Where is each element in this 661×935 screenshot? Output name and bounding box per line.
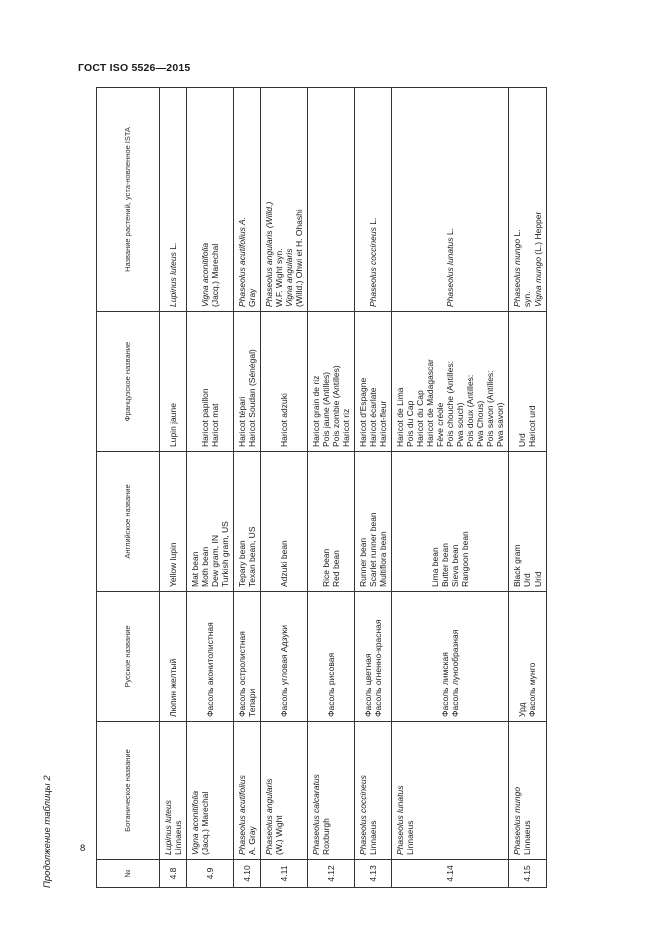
column-header-2: Русское название [97, 592, 160, 722]
cell-russian [234, 592, 261, 722]
cell-line: Haricot de Lima [395, 387, 406, 447]
cell-line: Фасоль огненно-красная [373, 619, 384, 717]
table-row [234, 88, 261, 888]
cell-ista [234, 88, 261, 312]
cell-line: Pois zombie (Antilles) [331, 365, 342, 447]
cell-line: Pwa savon) [495, 402, 506, 447]
cell-line: Urd [522, 573, 533, 587]
cell-line: Фасоль лунообразная [450, 629, 461, 717]
cell-french [261, 312, 308, 452]
table-row [355, 88, 392, 888]
cell-botanical [392, 722, 509, 860]
cell-line: Фасоль цветная [363, 653, 374, 717]
cell-line: Rice bean [321, 548, 332, 587]
cell-line: Urd [517, 433, 528, 447]
cell-line: Moth bean [200, 546, 211, 587]
cell-english [509, 452, 546, 592]
cell-line: Lupinus luteus [163, 800, 173, 855]
cell-botanical [160, 722, 187, 860]
page-number: 8 [80, 843, 86, 854]
row-number: 4.14 [392, 860, 509, 888]
column-header-0: № [97, 860, 160, 888]
cell-french [234, 312, 261, 452]
cell-line: Butter bean [440, 543, 451, 587]
row-number: 4.11 [261, 860, 308, 888]
cell-line: Pois savon (Antilles: [485, 370, 496, 447]
cell-line: Phaseolus coccineus L. [368, 217, 379, 307]
rotated-table-area [42, 88, 635, 888]
cell-line: Pois jaune (Antilles) [321, 371, 332, 447]
cell-line: Vigna angularis [284, 248, 295, 307]
row-number: 4.8 [160, 860, 187, 888]
cell-english [392, 452, 509, 592]
cell-line: Фасоль рисовая [326, 652, 337, 717]
cell-line: Haricot tépari [237, 396, 248, 447]
cell-line: Фасоль мунго [527, 662, 538, 717]
cell-line: Тепари [247, 688, 258, 717]
cell-line: (Jacq.) Marechal [200, 791, 211, 855]
table-row [308, 88, 355, 888]
cell-russian [509, 592, 546, 722]
cell-line: Phaseolus angularis (Willd.) [264, 201, 275, 307]
cell-line: Rangoon bean [460, 531, 471, 587]
cell-botanical [308, 722, 355, 860]
cell-line: Pois chouche (Antilles: [445, 361, 456, 447]
column-header-4: Французское название [97, 312, 160, 452]
cell-french [355, 312, 392, 452]
cell-ista [355, 88, 392, 312]
cell-russian [392, 592, 509, 722]
cell-botanical [234, 722, 261, 860]
cell-line: Haricot-fleur [378, 400, 389, 447]
plants-table [96, 87, 547, 888]
cell-line: (Jacq.) Marechal [210, 243, 221, 307]
cell-line: Lupinus luteus L. [168, 242, 178, 307]
table-body [160, 88, 547, 888]
cell-line: Urid [532, 571, 543, 587]
row-number: 4.13 [355, 860, 392, 888]
cell-ista [509, 88, 546, 312]
cell-english [308, 452, 355, 592]
cell-french [308, 312, 355, 452]
cell-line: Haricot écarlate [368, 387, 379, 447]
column-header-3: Английское название [97, 452, 160, 592]
cell-ista [261, 88, 308, 312]
table-row [160, 88, 187, 888]
cell-russian [355, 592, 392, 722]
row-number: 4.12 [308, 860, 355, 888]
cell-english [234, 452, 261, 592]
row-number: 4.9 [187, 860, 234, 888]
cell-line: Pois du Cap [405, 400, 416, 447]
cell-line: Pwa Chous) [475, 400, 486, 447]
cell-line: Фасоль остролистная [237, 631, 248, 717]
cell-line: Phaseolus acutifolius [237, 775, 248, 855]
cell-line: Люпин желтый [168, 658, 178, 717]
cell-ista [160, 88, 187, 312]
cell-line: Linnaeus [522, 820, 533, 855]
cell-line: Black gram [512, 544, 523, 587]
cell-line: Tepary bean [237, 540, 248, 587]
cell-line: Multiflora bean [378, 531, 389, 587]
cell-line: Adzuki bean [279, 540, 290, 587]
cell-line: Phaseolus coccineus [358, 775, 369, 855]
cell-ista [187, 88, 234, 312]
cell-line: Lima bean [430, 547, 441, 587]
cell-line: Phaseolus calcaratus [311, 774, 322, 855]
table-caption: Продолжение таблицы 2 [42, 775, 53, 888]
cell-line: Sieva bean [450, 544, 461, 587]
cell-ista [308, 88, 355, 312]
cell-line: Lupin jaune [168, 403, 178, 447]
cell-line: Phaseolus lunatus [395, 785, 406, 855]
row-number: 4.15 [509, 860, 546, 888]
cell-line: Pwa souch) [455, 402, 466, 447]
cell-line: Haricot papillon [200, 388, 211, 447]
cell-line: Vigna mungo (L.) Hepper [532, 211, 543, 307]
cell-line: Phaseolus mungo L. [512, 229, 523, 307]
cell-russian [160, 592, 187, 722]
cell-line: syn. [522, 291, 533, 307]
cell-russian [187, 592, 234, 722]
cell-line: Linnaeus [368, 820, 379, 855]
cell-english [187, 452, 234, 592]
cell-line: Linnaeus [173, 820, 184, 855]
cell-line: Haricot riz [341, 408, 352, 447]
cell-line: Scarlet runner bean [368, 512, 379, 587]
cell-botanical [187, 722, 234, 860]
cell-botanical [261, 722, 308, 860]
cell-line: Haricot de Madagascar [425, 359, 436, 447]
cell-line: W.F. Wight syn. [274, 248, 285, 307]
cell-line: Turkish gram, US [220, 521, 231, 587]
cell-line: Runner bean [358, 537, 369, 587]
cell-english [355, 452, 392, 592]
cell-line: Roxburgh [321, 818, 332, 855]
table-row [187, 88, 234, 888]
cell-line: Vigna aconitifolia [190, 790, 201, 855]
cell-russian [308, 592, 355, 722]
cell-line: Vigna aconitifolia [200, 242, 211, 307]
cell-line: Haricot grain de riz [311, 375, 322, 447]
cell-line: A. Gray [247, 826, 258, 855]
cell-line: Haricot d'Espagne [358, 377, 369, 447]
cell-botanical [509, 722, 546, 860]
table-header-row [97, 88, 160, 888]
table-row [392, 88, 509, 888]
cell-line: Фасоль угловая Адзуки [279, 624, 290, 717]
cell-line: Texan bean, US [247, 526, 258, 587]
cell-botanical [355, 722, 392, 860]
cell-line: Урд [517, 702, 528, 717]
cell-line: Mat bean [190, 551, 201, 587]
cell-line: Dew gram, IN [210, 535, 221, 587]
cell-line: Linnaeus [405, 820, 416, 855]
cell-line: (W.) Wight [274, 815, 285, 855]
cell-french [509, 312, 546, 452]
cell-line: Fève créole [435, 402, 446, 447]
cell-line: Pois doux (Antilles: [465, 374, 476, 447]
cell-french [160, 312, 187, 452]
cell-line: Yellow lupin [168, 542, 178, 587]
cell-ista [392, 88, 509, 312]
cell-line: Haricot du Cap [415, 390, 426, 447]
cell-line: Phaseolus angularis [264, 778, 275, 855]
cell-line: Haricot adzuki [279, 393, 290, 447]
document-title: ГОСТ ISO 5526—2015 [78, 62, 191, 74]
cell-line: Phaseolus mungo [512, 786, 523, 855]
cell-line: (Willd.) Ohwi et H. Ohashi [294, 209, 305, 307]
table-row [261, 88, 308, 888]
column-header-1: Ботаническое название [97, 722, 160, 860]
cell-line: Фасоль лимская [440, 652, 451, 717]
row-number: 4.10 [234, 860, 261, 888]
cell-line: Haricot urd [527, 405, 538, 447]
cell-line: Phaseolus lunatus L. [445, 228, 456, 307]
cell-line: Haricot mat [210, 403, 221, 447]
column-header-5: Название растений, уста-новленное ISTA [97, 88, 160, 312]
cell-english [160, 452, 187, 592]
cell-line: Gray [247, 288, 258, 307]
cell-line: Haricot Soudan (Sénégal) [247, 349, 258, 447]
cell-russian [261, 592, 308, 722]
table-row [509, 88, 546, 888]
cell-line: Фасоль аконитолистная [205, 622, 216, 717]
cell-french [392, 312, 509, 452]
cell-line: Red bean [331, 550, 342, 587]
cell-french [187, 312, 234, 452]
cell-line: Phaseolus acutifolius A. [237, 217, 248, 307]
cell-english [261, 452, 308, 592]
